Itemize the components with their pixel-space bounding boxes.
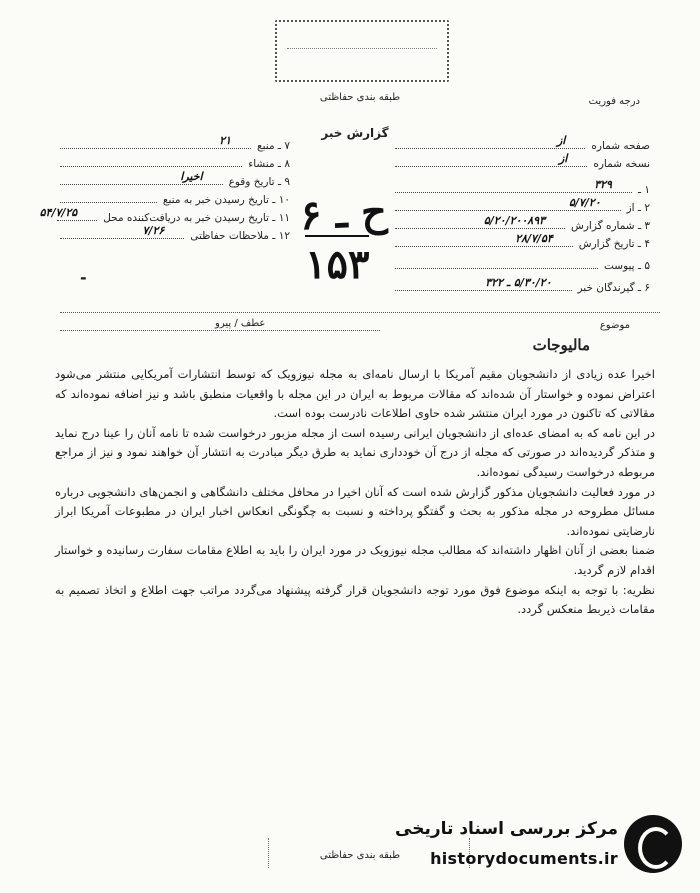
field-label: ۱ ـ — [637, 184, 650, 196]
field-value: ۵/۲۰/۲۰۰۸۹۳ — [483, 214, 546, 227]
field-value: از — [558, 152, 568, 165]
field-label: ۴ ـ تاریخ گزارش — [578, 238, 650, 250]
copy-number-field — [395, 154, 650, 170]
field-to — [395, 180, 650, 196]
report-title: گزارش خبر — [321, 126, 389, 140]
handwritten-mark: - — [80, 268, 87, 287]
subject-label: موضوع — [599, 320, 630, 331]
body-paragraph: اخیرا عده زیادی از دانشجویان مقیم آمریکا با ارسال نامه‌ای به مجله نیوزویک که توسط انتشارات آمریکایی منتشر می‌شود اعتراض نموده و خواستار آن شده‌اند که مقالات مربوط به ایران در این مجله با واقعیات منطبق باشد و نیز اضافه نموده‌اند که مقالاتی که تاکنون در مورد ایران منتشر شده حاوی اطلاعات نادرست بوده است. — [55, 367, 655, 421]
page-number-field — [395, 136, 650, 152]
field-value: ۵۴/۷/۲۵ — [39, 206, 78, 219]
attachment-field — [395, 256, 650, 272]
handwritten-code: ح ـ ۶ — [298, 187, 389, 240]
subject-underline — [60, 330, 380, 331]
local-received-date-field — [39, 206, 290, 224]
subject-value: مالیوجات — [532, 336, 590, 354]
field-value: ۲۱ — [219, 134, 232, 147]
field-value: ۷/۲۶ — [142, 224, 165, 237]
field-label: ۹ ـ تاریخ وقوع — [228, 176, 290, 188]
classification-footer: طبقه بندی حفاظتی — [319, 850, 401, 861]
report-date-field — [395, 234, 650, 250]
report-number-field — [395, 216, 650, 232]
classification-header: طبقه بندی حفاظتی — [319, 92, 401, 103]
field-label: ۶ ـ گیرندگان خبر — [577, 282, 650, 294]
body-paragraph: در این نامه که به امضای عده‌ای از دانشجویان ایرانی رسیده است از مجله مزبور درخواست شده تا نامه آنان را عینا درج نماید و متذکر گردیده‌اند در صورتی که مجله از درج آن خودداری نماید به طرق دیگر مبادرت به انتشار آن خواهند نمود و نیز از مراجع مربوطه درخواست رسیدگی نموده‌اند. — [55, 425, 655, 479]
urgency-label: درجه فوریت — [588, 96, 640, 107]
watermark-url: historydocuments.ir — [430, 849, 618, 868]
field-label: نسخه شماره — [593, 158, 650, 170]
field-from — [395, 198, 650, 214]
security-notes-field — [60, 226, 290, 242]
source-received-date-field — [60, 190, 290, 206]
field-value: ۲۸/۷/۵۴ — [515, 232, 553, 245]
body-paragraph: نظریه: با توجه به اینکه موضوع فوق مورد توجه دانشجویان قرار گرفته پیشنهاد می‌گردد مراتب جهت اطلاع و اتخاذ تصمیم به مقامات ذیربط منعکس گردد. — [55, 582, 655, 617]
handwritten-number: ۱۵۳ — [305, 235, 369, 288]
field-label: ۱۱ ـ تاریخ رسیدن خبر به دریافت‌کننده محل — [103, 212, 290, 224]
field-label: ۷ ـ منبع — [257, 140, 290, 152]
body-paragraph: در مورد فعالیت دانشجویان مذکور گزارش شده است که آنان اخیرا در محافل مختلف دانشگاهی و انجمن‌های دانشجویی درباره مسائل مطروحه در مجله مذکور به بحث و گفتگو پرداخته و نسبت به چگونگی انعکاس اخبار ایران در مطبوعات آمریکا ابراز نارضایتی نموده‌اند. — [55, 484, 655, 538]
field-label: ۱۲ ـ ملاحظات حفاظتی — [190, 230, 290, 242]
report-body — [55, 365, 655, 620]
field-value: ۳۲۹ — [594, 178, 612, 191]
body-paragraph: ضمنا بعضی از آنان اظهار داشته‌اند که مطالب مجله نیوزویک در مورد ایران را باید به اطلاع مقامات سفارت رسانیده و خواستار اقدام لازم گردید. — [55, 543, 655, 577]
watermark — [382, 809, 682, 883]
field-label: ۳ ـ شماره گزارش — [571, 220, 650, 232]
recipients-field — [395, 278, 650, 294]
source-field — [60, 136, 290, 152]
field-value: از — [557, 134, 566, 147]
occurrence-date-field — [60, 172, 290, 188]
top-stamp-box — [275, 20, 449, 82]
watermark-title: مرکز بررسی اسناد تاریخی — [395, 819, 618, 839]
reference-label: عطف / پیرو — [215, 318, 266, 329]
field-label: ۲ ـ از — [626, 202, 650, 214]
origin-field — [60, 154, 290, 170]
field-label: ۵ ـ پیوست — [603, 260, 650, 272]
field-value: ۵/۳۰/۲۰ ـ ۳۲۲ — [485, 276, 552, 289]
field-label: صفحه شماره — [591, 140, 650, 152]
field-label: ۸ ـ منشاء — [248, 158, 290, 170]
field-label: ۱۰ ـ تاریخ رسیدن خبر به منبع — [162, 194, 290, 206]
archive-logo-icon — [624, 815, 682, 873]
section-divider — [60, 312, 660, 313]
field-value: ۵/۷/۲۰ — [568, 196, 601, 209]
field-value: اخیرا — [180, 170, 203, 183]
